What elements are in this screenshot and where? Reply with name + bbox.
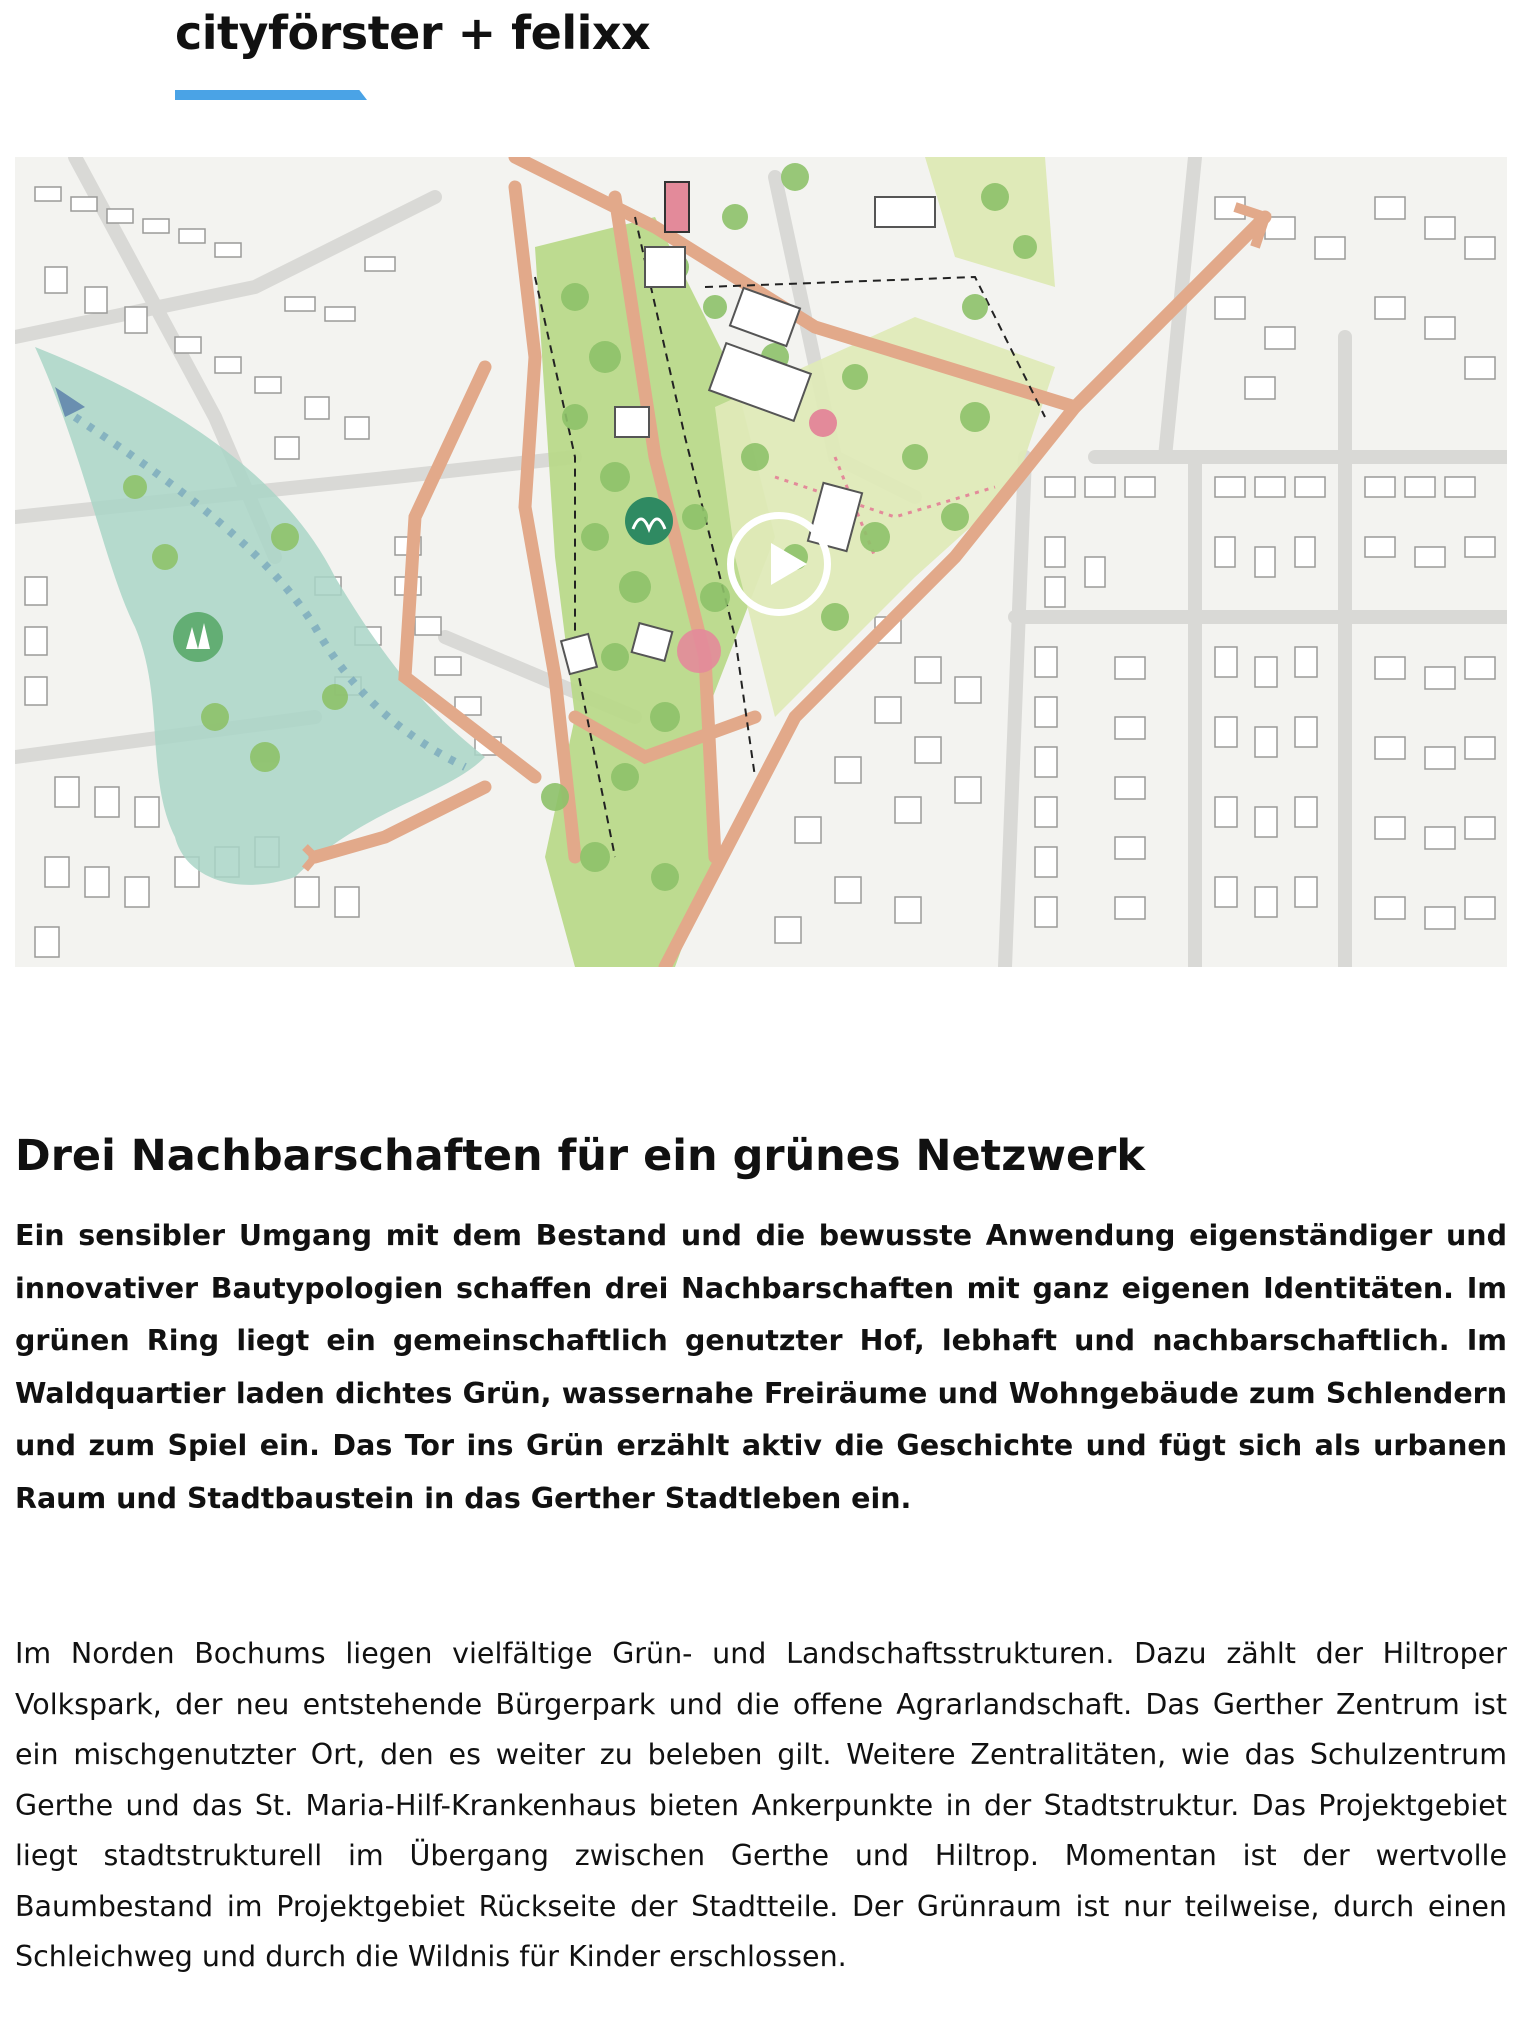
brand-underline [175, 90, 367, 100]
article-headline: Drei Nachbarschaften für ein grünes Netzwerk [15, 1131, 1145, 1181]
play-icon [771, 543, 807, 585]
article-lead-paragraph: Ein sensibler Umgang mit dem Bestand und die bewusste Anwendung eigenständiger und innovativer Bautypologien schaffen drei Nachbarschaften mit ganz eigenen Identitäten. Im grünen Ring liegt ein gemeinschaftlich genutzter Hof, lebhaft und nachbarschaftlich. Im Waldquartier laden dichtes Grün, wassernahe Freiräume und Wohngebäude zum Schlendern und zum Spiel ein. Das Tor ins Grün erzählt aktiv die Geschichte und fügt sich als urbanen Raum und Stadtbaustein in das Gerther Stadtleben ein. [15, 1219, 1507, 1515]
brand-logo-text[interactable]: cityförster + felixx [175, 6, 651, 60]
video-play-button[interactable] [727, 512, 831, 616]
article-body-paragraph: Im Norden Bochums liegen vielfältige Grün- und Landschaftsstrukturen. Dazu zählt der Hiltroper Volkspark, der neu entstehende Bürgerpark und die offene Agrarlandschaft. Das Gerther Zentrum ist ein mischgenutzter Ort, den es weiter zu beleben gilt. Weitere Zentralitäten, wie das Schulzentrum Gerthe und das St. Maria-Hilf-Krankenhaus bieten Ankerpunkte in der Stadtstruktur. Das Projektgebiet liegt stadtstrukturell im Übergang zwischen Gerthe und Hiltrop. Momentan ist der wertvolle Baumbestand im Projektgebiet Rückseite der Stadtteile. Der Grünraum ist nur teilweise, durch einen Schleichweg und durch die Wildnis für Kinder erschlossen. [15, 1637, 1507, 1973]
site-plan-video-thumbnail[interactable] [15, 157, 1507, 967]
